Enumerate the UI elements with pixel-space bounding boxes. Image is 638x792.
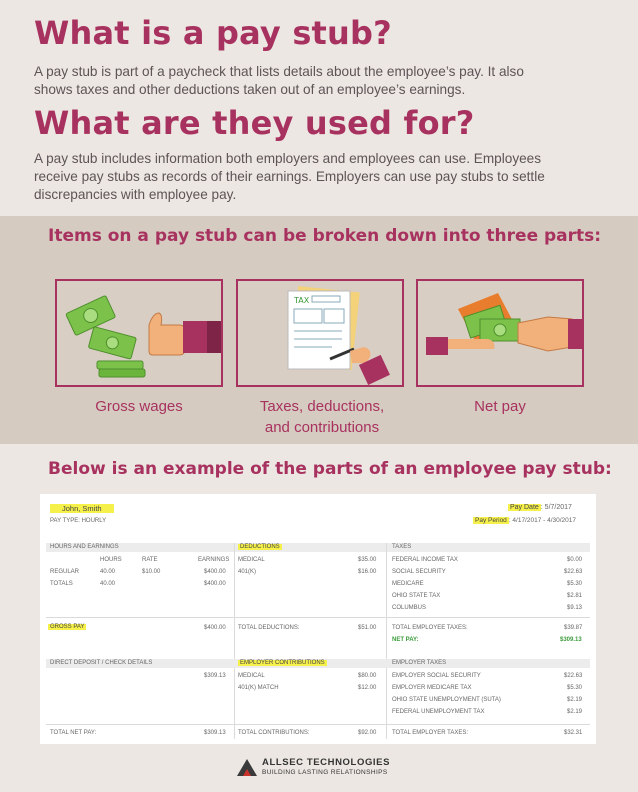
pay-date: Pay Date : 5/7/2017: [510, 504, 572, 511]
col-earnings: EARNINGS: [198, 557, 230, 563]
row-label: TOTALS: [50, 581, 73, 587]
deduction-label: 401(K): [238, 569, 257, 575]
total-deductions-label: TOTAL DEDUCTIONS:: [238, 625, 300, 631]
row-label: REGULAR: [50, 569, 80, 575]
divider: [46, 724, 590, 725]
employer-tax-label: EMPLOYER SOCIAL SECURITY: [392, 673, 481, 679]
pay-type: PAY TYPE: HOURLY: [50, 518, 107, 524]
tax-label: OHIO STATE TAX: [392, 593, 441, 599]
row-earnings: $400.00: [204, 581, 226, 587]
total-employee-taxes-label: TOTAL EMPLOYEE TAXES:: [392, 625, 468, 631]
total-net-pay-value: $309.13: [204, 730, 226, 736]
total-net-pay-label: TOTAL NET PAY:: [50, 730, 97, 736]
net-pay-value: $309.13: [560, 637, 582, 643]
row-rate: $10.00: [142, 569, 161, 575]
net-pay-label: NET PAY:: [392, 637, 419, 643]
stub-header-row: [46, 543, 590, 552]
total-contributions-value: $92.00: [358, 730, 377, 736]
taxes-caption: [236, 396, 408, 438]
envelope-hands-icon: [418, 281, 582, 385]
employer-contributions-header: EMPLOYER CONTRIBUTIONS: [240, 660, 325, 666]
deduction-value: $35.00: [358, 557, 377, 563]
employer-tax-label: OHIO STATE UNEMPLOYMENT (SUTA): [392, 697, 501, 703]
employer-tax-value: $22.63: [564, 673, 583, 679]
employer-tax-label: EMPLOYER MEDICARE TAX: [392, 685, 472, 691]
money-hand-icon: [57, 281, 221, 385]
caption-line: and contributions: [264, 419, 380, 436]
net-pay-caption: Net pay: [474, 398, 526, 415]
paragraph-line: shows taxes and other deductions taken out of an employee’s earnings.: [34, 82, 466, 97]
col-rate: RATE: [142, 557, 158, 563]
paragraph-line: A pay stub is part of a paycheck that lists details about the employee’s pay. It also: [34, 64, 524, 79]
taxes-header: TAXES: [392, 544, 412, 550]
contribution-label: MEDICAL: [238, 673, 265, 679]
paragraph-line: A pay stub includes information both employers and employees can use. Employees: [34, 151, 542, 166]
pay-period: Pay Period : 4/17/2017 - 4/30/2017: [475, 517, 577, 524]
total-contributions-label: TOTAL CONTRIBUTIONS:: [238, 730, 310, 736]
deduction-value: $16.00: [358, 569, 377, 575]
employee-name: John, Smith: [50, 504, 114, 513]
gross-pay-value: $400.00: [204, 625, 226, 631]
gross-wages-caption: Gross wages: [95, 398, 183, 415]
row-hours: 40.00: [100, 581, 116, 587]
total-deductions-value: $51.00: [358, 625, 377, 631]
divider: [386, 543, 387, 739]
total-employer-taxes-label: TOTAL EMPLOYER TAXES:: [392, 730, 469, 736]
divider: [234, 543, 235, 739]
employer-tax-label: FEDERAL UNEMPLOYMENT TAX: [392, 709, 485, 715]
pay-stub: [40, 494, 596, 744]
employer-tax-value: $5.30: [567, 685, 583, 691]
total-employee-taxes-value: $39.87: [564, 625, 583, 631]
heading-what-is: What is a pay stub?: [34, 14, 392, 52]
contribution-label: 401(K) MATCH: [238, 685, 279, 691]
deduction-label: MEDICAL: [238, 557, 265, 563]
tax-form-label: TAX: [294, 296, 310, 305]
tax-value: $2.81: [567, 593, 583, 599]
total-employer-taxes-value: $32.31: [564, 730, 583, 736]
employer-tax-value: $2.19: [567, 709, 583, 715]
tax-value: $22.63: [564, 569, 583, 575]
tax-value: $5.30: [567, 581, 583, 587]
tax-value: $0.00: [567, 557, 583, 563]
tax-label: FEDERAL INCOME TAX: [392, 557, 458, 563]
caption-line: Taxes, deductions,: [259, 398, 385, 415]
paragraph-line: discrepancies with employee pay.: [34, 187, 237, 202]
company-name: ALLSEC TECHNOLOGIES: [262, 757, 391, 768]
net-pay-card: [416, 279, 584, 387]
tax-label: MEDICARE: [392, 581, 424, 587]
row-earnings: $400.00: [204, 569, 226, 575]
row-hours: 40.00: [100, 569, 116, 575]
contribution-value: $12.00: [358, 685, 377, 691]
tax-label: SOCIAL SECURITY: [392, 569, 446, 575]
direct-deposit-value: $309.13: [204, 673, 226, 679]
company-tagline: BUILDING LASTING RELATIONSHIPS: [262, 769, 388, 776]
tax-value: $9.13: [567, 605, 583, 611]
mountain-logo-icon: [236, 756, 258, 778]
hours-earnings-header: HOURS AND EARNINGS: [50, 544, 119, 550]
taxes-card: [236, 279, 404, 387]
example-title: Below is an example of the parts of an employee pay stub:: [48, 459, 612, 479]
paragraph-line: receive pay stubs as records of their earnings. Employers can use pay stubs to settle: [34, 169, 545, 184]
heading-what-for: What are they used for?: [34, 104, 475, 142]
direct-deposit-header: DIRECT DEPOSIT / CHECK DETAILS: [50, 660, 153, 666]
employer-tax-value: $2.19: [567, 697, 583, 703]
parts-title: Items on a pay stub can be broken down into three parts:: [48, 226, 602, 246]
employer-taxes-header: EMPLOYER TAXES: [392, 660, 447, 666]
col-hours: HOURS: [100, 557, 122, 563]
gross-wages-card: [55, 279, 223, 387]
gross-pay-label: GROSS PAY: [50, 624, 85, 630]
contribution-value: $80.00: [358, 673, 377, 679]
tax-label: COLUMBUS: [392, 605, 427, 611]
paragraph-what-is: [34, 63, 524, 99]
paragraph-what-for: [34, 150, 545, 204]
deductions-header: DEDUCTIONS: [240, 544, 280, 550]
divider: [46, 617, 590, 618]
tax-form-icon: [238, 281, 402, 385]
